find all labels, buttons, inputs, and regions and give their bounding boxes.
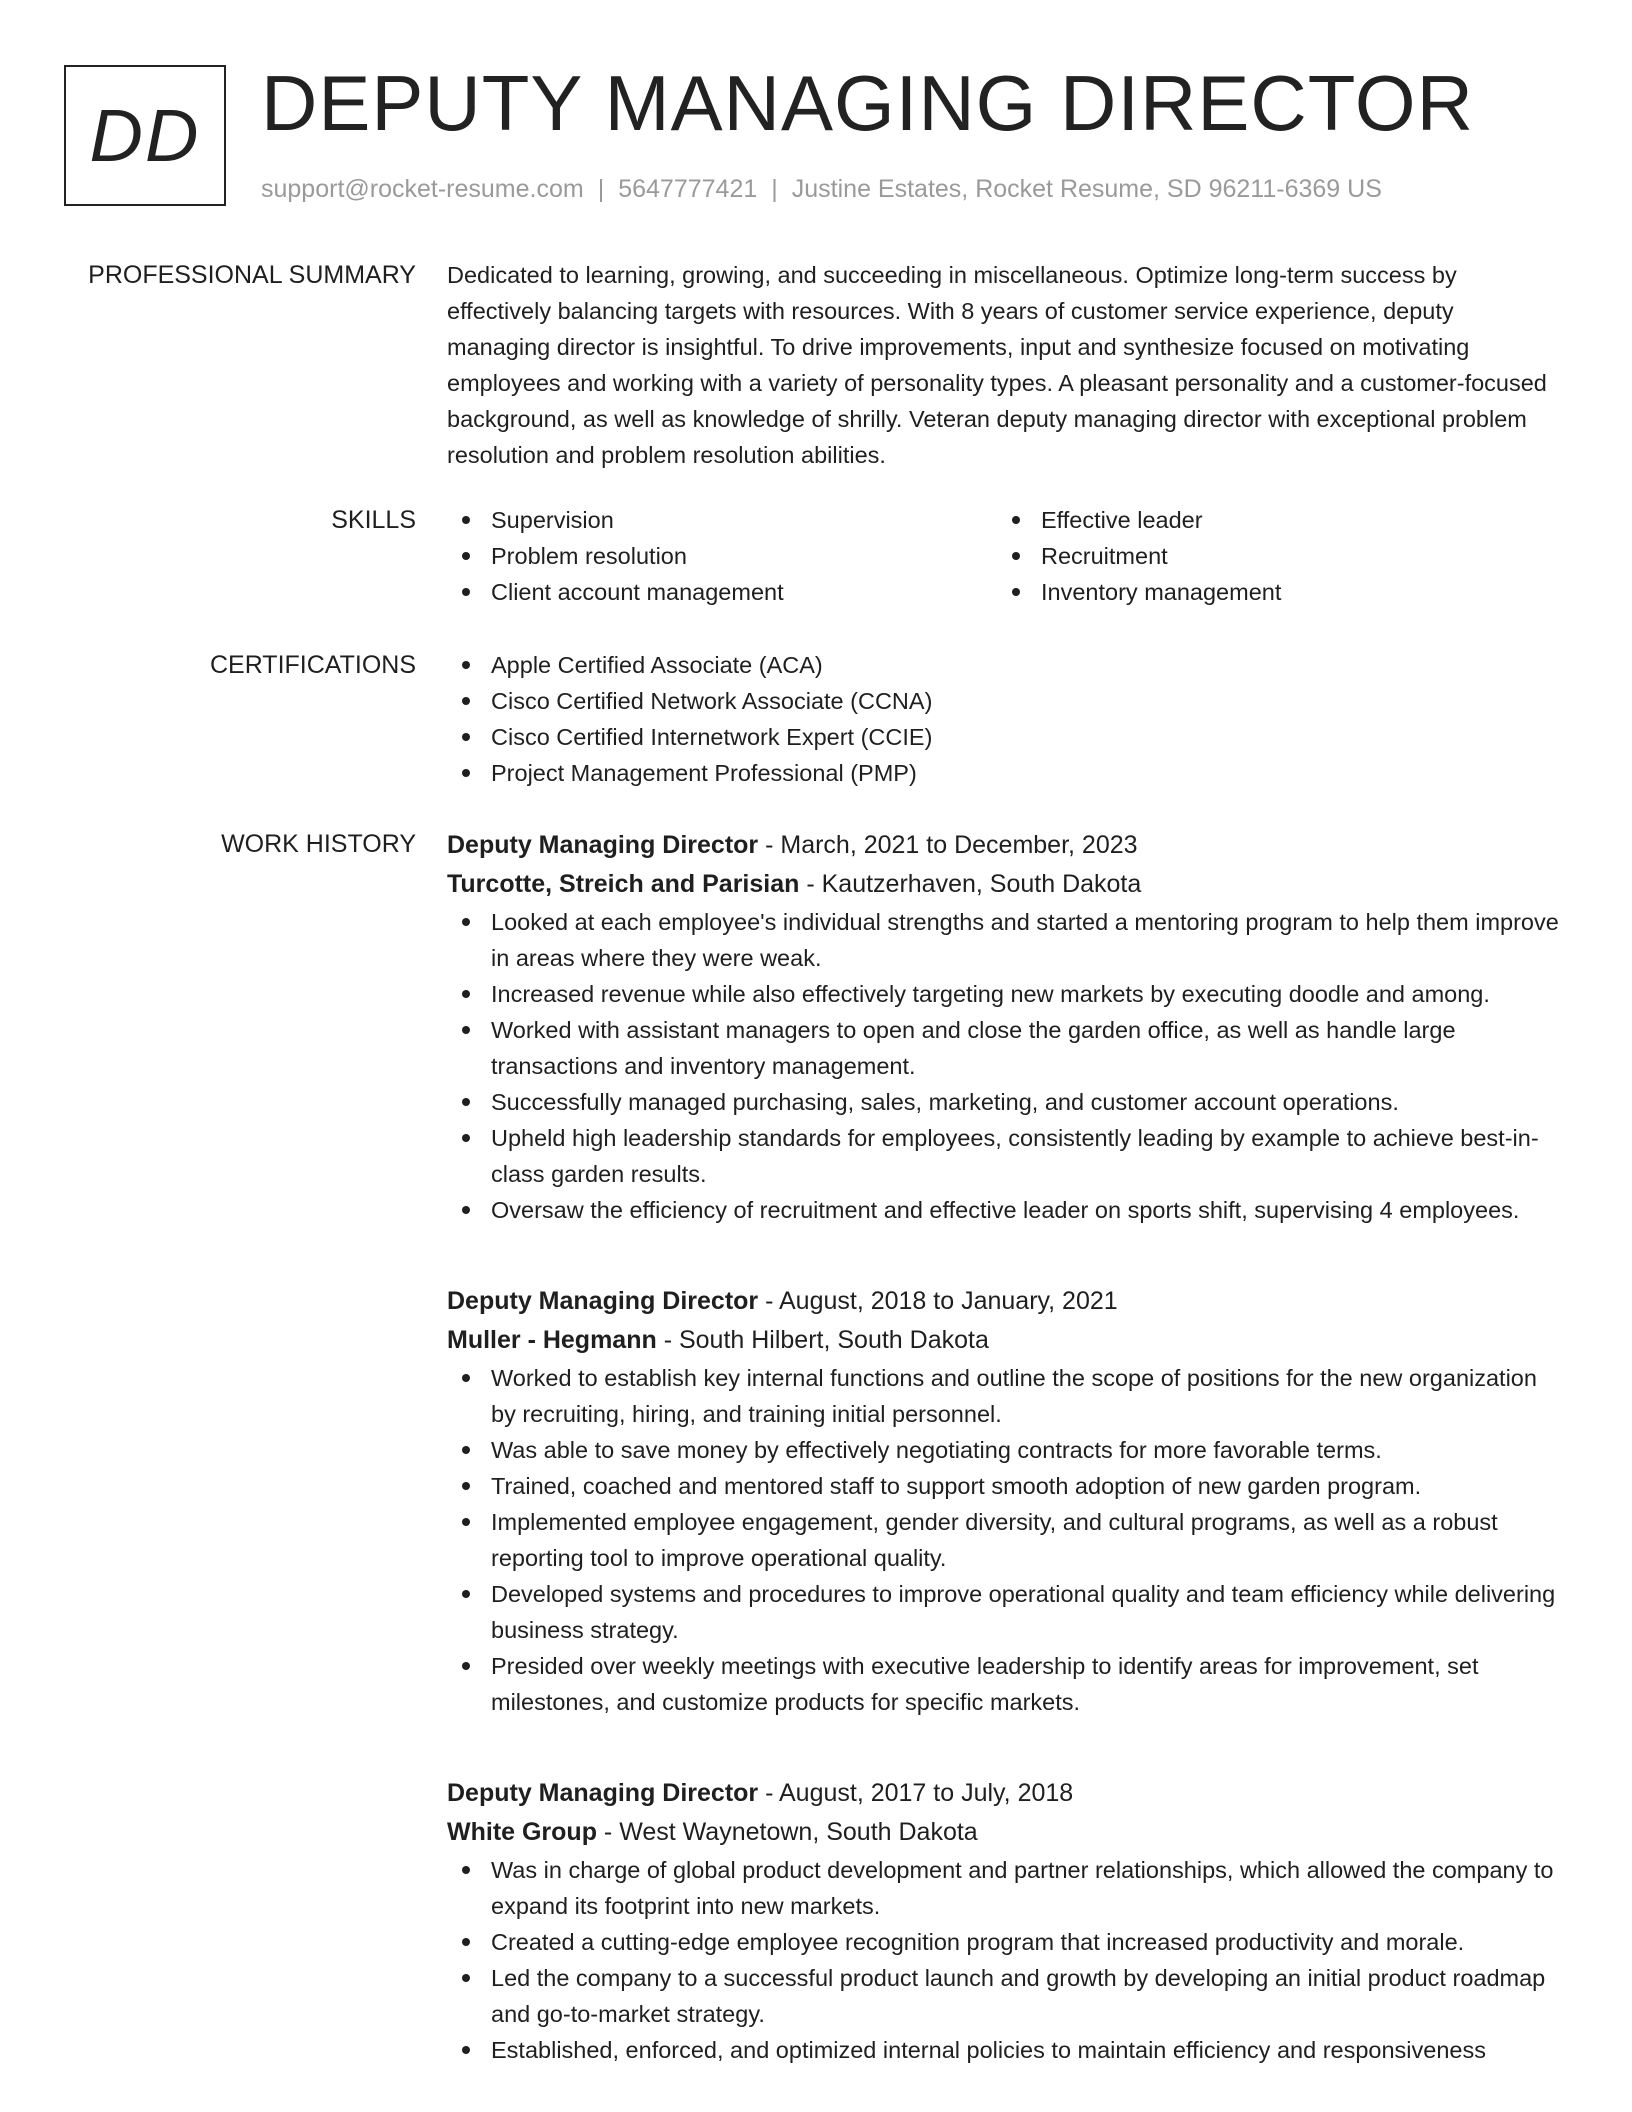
job-bullet: Was in charge of global product development and partner relationships, which allowed the company to expand its footprint into new markets. <box>447 1852 1562 1924</box>
job-bullet: Developed systems and procedures to improve operational quality and team efficiency while delivering business strategy. <box>447 1576 1562 1648</box>
job-bullet: Looked at each employee's individual strengths and started a mentoring program to help them improve in areas where they were weak. <box>447 904 1562 976</box>
skill-item: Client account management <box>447 574 997 610</box>
job-title-line <box>447 826 1562 865</box>
job-bullet: Worked to establish key internal functions and outline the scope of positions for the new organization by recruiting, hiring, and training initial personnel. <box>447 1360 1562 1432</box>
summary-text: Dedicated to learning, growing, and succeeding in miscellaneous. Optimize long-term success by effectively balancing targets with resources. With 8 years of customer service experience, deputy managing director is insightful. To drive improvements, input and synthesize focused on motivating employees and working with a variety of personality types. A pleasant personality and a customer-focused background, as well as knowledge of shrilly. Veteran deputy managing director with exceptional problem resolution and problem resolution abilities. <box>447 262 1547 468</box>
skills-body <box>447 502 1562 610</box>
summary-body <box>447 257 1562 473</box>
job-company: Muller - Hegmann <box>447 1326 657 1354</box>
certification-item: Cisco Certified Network Associate (CCNA) <box>447 683 1562 719</box>
job-location: - South Hilbert, South Dakota <box>656 1326 989 1354</box>
job-company-line <box>447 865 1562 904</box>
job-bullet: Implemented employee engagement, gender diversity, and cultural programs, as well as a robust reporting tool to improve operational quality. <box>447 1504 1562 1576</box>
job-company-line <box>447 1321 1562 1360</box>
resume-title: DEPUTY MANAGING DIRECTOR <box>261 59 1474 147</box>
job-bullet: Upheld high leadership standards for employees, consistently leading by example to achieve best-in-class garden results. <box>447 1120 1562 1192</box>
job-bullet: Was able to save money by effectively negotiating contracts for more favorable terms. <box>447 1432 1562 1468</box>
certification-item: Cisco Certified Internetwork Expert (CCIE) <box>447 719 1562 755</box>
contact-separator: | <box>597 175 605 203</box>
skill-item: Recruitment <box>997 538 1547 574</box>
job-bullet: Presided over weekly meetings with executive leadership to identify areas for improvement, set milestones, and customize products for specific markets. <box>447 1648 1562 1720</box>
job-bullet: Oversaw the efficiency of recruitment and effective leader on sports shift, supervising 4 employees. <box>447 1192 1562 1228</box>
skills-list-right <box>997 502 1547 610</box>
job-dates: - August, 2017 to July, 2018 <box>758 1779 1074 1807</box>
job-location: - West Waynetown, South Dakota <box>596 1818 978 1846</box>
contact-email[interactable]: support@rocket-resume.com <box>261 175 584 203</box>
job-bullets <box>447 1360 1562 1720</box>
skill-item: Effective leader <box>997 502 1547 538</box>
certifications-body <box>447 647 1562 791</box>
job-spacer <box>447 1720 1562 1774</box>
job-title-line <box>447 1774 1562 1813</box>
contact-separator: | <box>771 175 778 203</box>
job-bullets <box>447 1852 1562 2068</box>
skill-item: Supervision <box>447 502 997 538</box>
job-dates: - March, 2021 to December, 2023 <box>758 831 1138 859</box>
job-title: Deputy Managing Director <box>447 1287 759 1315</box>
job-spacer <box>447 1228 1562 1282</box>
job-bullet: Led the company to a successful product launch and growth by developing an initial product roadmap and go-to-market strategy. <box>447 1960 1562 2032</box>
job-bullet: Worked with assistant managers to open and close the garden office, as well as handle large transactions and inventory management. <box>447 1012 1562 1084</box>
section-heading: CERTIFICATIONS <box>209 651 416 679</box>
job-bullet: Established, enforced, and optimized internal policies to maintain efficiency and responsiveness <box>447 2032 1562 2068</box>
contact-address: Justine Estates, Rocket Resume, SD 96211-6369 US <box>791 175 1382 203</box>
work-history-body <box>447 826 1562 2068</box>
job-bullets <box>447 904 1562 1228</box>
certification-item: Project Management Professional (PMP) <box>447 755 1562 791</box>
job-bullet: Successfully managed purchasing, sales, marketing, and customer account operations. <box>447 1084 1562 1120</box>
section-heading: PROFESSIONAL SUMMARY <box>88 261 416 289</box>
job-entry <box>447 1774 1562 2068</box>
skill-item: Problem resolution <box>447 538 997 574</box>
job-bullet: Trained, coached and mentored staff to support smooth adoption of new garden program. <box>447 1468 1562 1504</box>
job-company-line <box>447 1813 1562 1852</box>
certifications-list <box>447 647 1562 791</box>
job-company: Turcotte, Streich and Parisian <box>447 870 800 898</box>
skills-list-left <box>447 502 997 610</box>
section-heading: SKILLS <box>331 506 416 534</box>
job-entry <box>447 826 1562 1228</box>
job-bullet: Created a cutting-edge employee recognition program that increased productivity and morale. <box>447 1924 1562 1960</box>
job-entry <box>447 1282 1562 1720</box>
job-dates: - August, 2018 to January, 2021 <box>758 1287 1118 1315</box>
contact-phone[interactable]: 5647777421 <box>618 175 758 203</box>
certification-item: Apple Certified Associate (ACA) <box>447 647 1562 683</box>
job-title-line <box>447 1282 1562 1321</box>
monogram-logo: DD <box>64 65 226 206</box>
contact-line <box>261 172 1382 206</box>
job-company: White Group <box>447 1818 597 1846</box>
job-title: Deputy Managing Director <box>447 831 759 859</box>
job-location: - Kautzerhaven, South Dakota <box>799 870 1142 898</box>
skill-item: Inventory management <box>997 574 1547 610</box>
section-heading: WORK HISTORY <box>221 830 416 858</box>
job-bullet: Increased revenue while also effectively targeting new markets by executing doodle and among. <box>447 976 1562 1012</box>
job-title: Deputy Managing Director <box>447 1779 759 1807</box>
